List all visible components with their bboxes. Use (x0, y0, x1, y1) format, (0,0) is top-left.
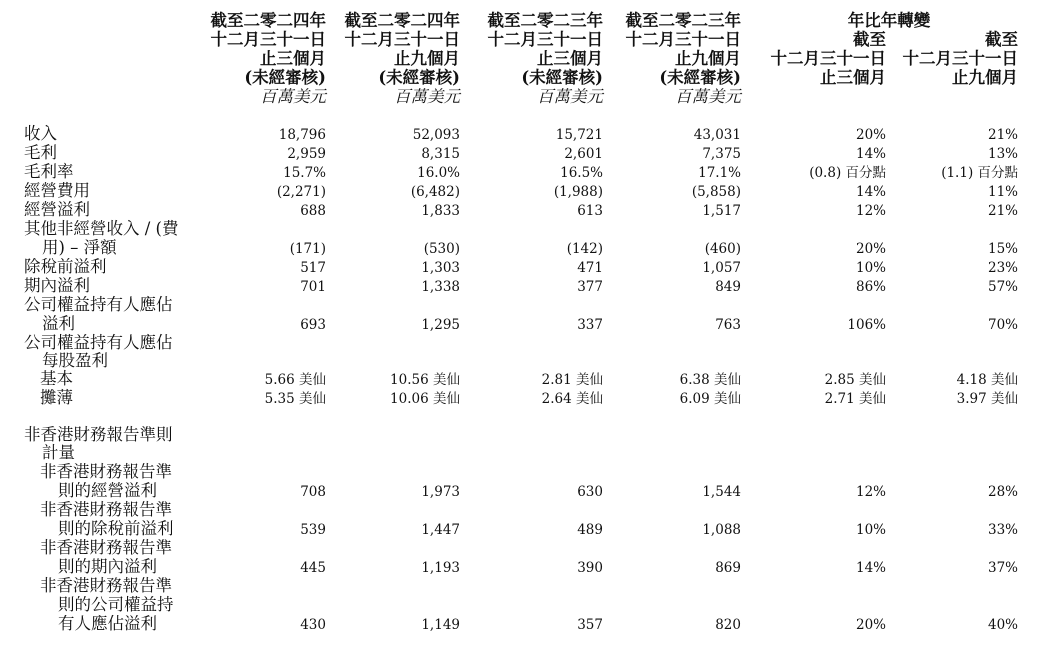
table-cell: 12% (855, 484, 886, 500)
table-cell: 708 (300, 484, 326, 500)
table-cell: 2.85 美仙 (824, 372, 886, 388)
header-line: 十二月三十一日 (902, 49, 1018, 68)
table-cell: 6.09 美仙 (679, 391, 741, 407)
table-cell: 13% (987, 146, 1018, 162)
table-cell: 11% (987, 184, 1018, 200)
table-cell: 14% (855, 560, 886, 576)
table-cell: 16.0% (417, 165, 460, 181)
table-cell: 3.97 美仙 (956, 391, 1018, 407)
section-heading-non-hkfrs: 非香港財務報告準則 (24, 425, 173, 444)
header-line: (未經審核) (659, 68, 741, 87)
table-cell: 5.35 美仙 (264, 391, 326, 407)
header-line: 止九個月 (675, 49, 741, 68)
row-label-profit-for-period: 期內溢利 (24, 276, 90, 295)
table-cell: 4.18 美仙 (956, 372, 1018, 388)
row-label-other-non-operating-cont: 用) – 淨額 (42, 238, 117, 257)
row-label-non-hkfrs-operating-profit-cont: 則的經營溢利 (58, 481, 157, 500)
header-line: 十二月三十一日 (625, 30, 741, 49)
table-cell: 20% (855, 127, 886, 143)
table-cell: 2.64 美仙 (541, 391, 603, 407)
table-cell: 2,601 (564, 146, 603, 162)
row-label-non-hkfrs-attributable-cont: 則的公司權益持 (58, 595, 174, 614)
column-header-yoy-3m (771, 30, 887, 87)
header-unit: 百萬美元 (537, 87, 603, 106)
header-line: 十二月三十一日 (210, 30, 326, 49)
table-cell: 613 (577, 203, 603, 219)
table-cell: 37% (987, 560, 1018, 576)
header-line: 十二月三十一日 (770, 49, 886, 68)
column-header-q4-2023 (488, 11, 604, 106)
row-label-non-hkfrs-pbt: 非香港財務報告準 (40, 500, 172, 519)
header-line: 止三個月 (260, 49, 326, 68)
table-cell: 8,315 (421, 146, 460, 162)
row-label-eps-diluted: 攤薄 (40, 388, 73, 407)
header-line: 止三個月 (820, 68, 886, 87)
row-label-eps-basic: 基本 (40, 369, 73, 388)
header-line: 止三個月 (537, 49, 603, 68)
row-label-non-hkfrs-period-profit: 非香港財務報告準 (40, 538, 172, 557)
table-cell: 701 (300, 279, 326, 295)
table-cell: 17.1% (698, 165, 741, 181)
header-line: (未經審核) (521, 68, 603, 87)
row-label-eps-heading: 公司權益持有人應佔 (24, 333, 173, 352)
table-cell: 820 (715, 617, 741, 633)
table-cell: 1,295 (421, 317, 460, 333)
table-cell: (0.8) 百分點 (809, 165, 886, 181)
table-cell: 1,088 (702, 522, 741, 538)
table-cell: 869 (715, 560, 741, 576)
row-label-non-hkfrs-period-profit-cont: 則的期內溢利 (58, 557, 157, 576)
table-cell: (6,482) (410, 184, 460, 200)
table-cell: 10% (855, 260, 886, 276)
header-line: 截至 (985, 30, 1018, 49)
row-label-profit-before-tax: 除稅前溢利 (24, 257, 107, 276)
column-header-yoy-9m (903, 30, 1019, 87)
table-cell: 7,375 (702, 146, 741, 162)
table-cell: 1,338 (421, 279, 460, 295)
table-cell: 20% (855, 241, 886, 257)
table-cell: 688 (300, 203, 326, 219)
table-cell: 471 (577, 260, 603, 276)
column-header-9m-2023 (626, 11, 742, 106)
column-header-q4-2024 (211, 11, 327, 106)
table-cell: 1,447 (421, 522, 460, 538)
row-label-other-non-operating: 其他非經營收入 / (費 (24, 219, 179, 238)
table-cell: 1,303 (421, 260, 460, 276)
table-cell: 445 (300, 560, 326, 576)
table-cell: 106% (847, 317, 886, 333)
row-label-non-hkfrs-attributable-cont2: 有人應佔溢利 (58, 614, 157, 633)
table-cell: 539 (300, 522, 326, 538)
table-cell: 86% (855, 279, 886, 295)
table-cell: 763 (715, 317, 741, 333)
header-line: 截至二零二三年 (487, 11, 603, 30)
table-cell: 23% (987, 260, 1018, 276)
table-cell: 1,833 (421, 203, 460, 219)
table-cell: 40% (987, 617, 1018, 633)
table-cell: 57% (987, 279, 1018, 295)
table-cell: 357 (577, 617, 603, 633)
column-header-9m-2024 (345, 11, 461, 106)
table-cell: (2,271) (276, 184, 326, 200)
header-unit: 百萬美元 (394, 87, 460, 106)
table-cell: (460) (704, 241, 741, 257)
row-label-gross-profit: 毛利 (24, 143, 57, 162)
header-line: 截至二零二三年 (625, 11, 741, 30)
table-cell: 43,031 (693, 127, 741, 143)
table-cell: 6.38 美仙 (679, 372, 741, 388)
table-cell: 28% (987, 484, 1018, 500)
table-cell: 1,544 (702, 484, 741, 500)
table-cell: 21% (987, 203, 1018, 219)
table-cell: 21% (987, 127, 1018, 143)
row-label-operating-profit: 經營溢利 (24, 200, 90, 219)
table-cell: 2.71 美仙 (824, 391, 886, 407)
table-cell: 14% (855, 146, 886, 162)
table-cell: 1,149 (421, 617, 460, 633)
table-cell: (171) (289, 241, 326, 257)
table-cell: 18,796 (278, 127, 326, 143)
table-cell: 20% (855, 617, 886, 633)
table-cell: 16.5% (560, 165, 603, 181)
table-cell: 693 (300, 317, 326, 333)
table-cell: 15.7% (283, 165, 326, 181)
table-cell: 10.06 美仙 (390, 391, 460, 407)
table-cell: 52,093 (412, 127, 460, 143)
header-unit: 百萬美元 (675, 87, 741, 106)
row-label-operating-expenses: 經營費用 (24, 181, 90, 200)
table-cell: 10% (855, 522, 886, 538)
table-cell: (1.1) 百分點 (941, 165, 1018, 181)
table-cell: (1,988) (553, 184, 603, 200)
table-cell: 430 (300, 617, 326, 633)
table-cell: 849 (715, 279, 741, 295)
row-label-non-hkfrs-operating-profit: 非香港財務報告準 (40, 462, 172, 481)
table-cell: 12% (855, 203, 886, 219)
table-cell: 390 (577, 560, 603, 576)
header-line: (未經審核) (378, 68, 460, 87)
table-cell: 10.56 美仙 (390, 372, 460, 388)
table-cell: (530) (423, 241, 460, 257)
header-line: 止九個月 (952, 68, 1018, 87)
table-cell: 489 (577, 522, 603, 538)
row-label-gross-margin: 毛利率 (24, 162, 74, 181)
table-cell: 33% (987, 522, 1018, 538)
row-label-revenue: 收入 (24, 124, 57, 143)
header-line: 截至 (853, 30, 886, 49)
header-line: 止九個月 (394, 49, 460, 68)
row-label-eps-heading-cont: 每股盈利 (42, 351, 108, 370)
table-cell: (5,858) (691, 184, 741, 200)
row-label-profit-attributable: 公司權益持有人應佔 (24, 295, 173, 314)
header-unit: 百萬美元 (260, 87, 326, 106)
table-cell: 70% (987, 317, 1018, 333)
row-label-non-hkfrs-pbt-cont: 則的除稅前溢利 (58, 519, 174, 538)
table-cell: 2.81 美仙 (541, 372, 603, 388)
table-cell: 5.66 美仙 (264, 372, 326, 388)
header-line: 截至二零二四年 (210, 11, 326, 30)
table-cell: 1,517 (702, 203, 741, 219)
table-cell: 15% (987, 241, 1018, 257)
yoy-change-group-title: 年比年轉變 (847, 11, 931, 30)
section-heading-non-hkfrs-cont: 計量 (42, 443, 75, 462)
table-cell: 337 (577, 317, 603, 333)
header-line: 截至二零二四年 (344, 11, 460, 30)
table-cell: (142) (566, 241, 603, 257)
table-cell: 1,193 (421, 560, 460, 576)
table-cell: 1,973 (421, 484, 460, 500)
row-label-non-hkfrs-attributable: 非香港財務報告準 (40, 576, 172, 595)
table-cell: 377 (577, 279, 603, 295)
table-cell: 14% (855, 184, 886, 200)
table-cell: 517 (300, 260, 326, 276)
header-line: 十二月三十一日 (344, 30, 460, 49)
table-cell: 15,721 (555, 127, 603, 143)
table-cell: 2,959 (287, 146, 326, 162)
row-label-profit-attributable-cont: 溢利 (42, 314, 75, 333)
header-line: 十二月三十一日 (487, 30, 603, 49)
table-cell: 1,057 (702, 260, 741, 276)
table-cell: 630 (577, 484, 603, 500)
header-line: (未經審核) (244, 68, 326, 87)
